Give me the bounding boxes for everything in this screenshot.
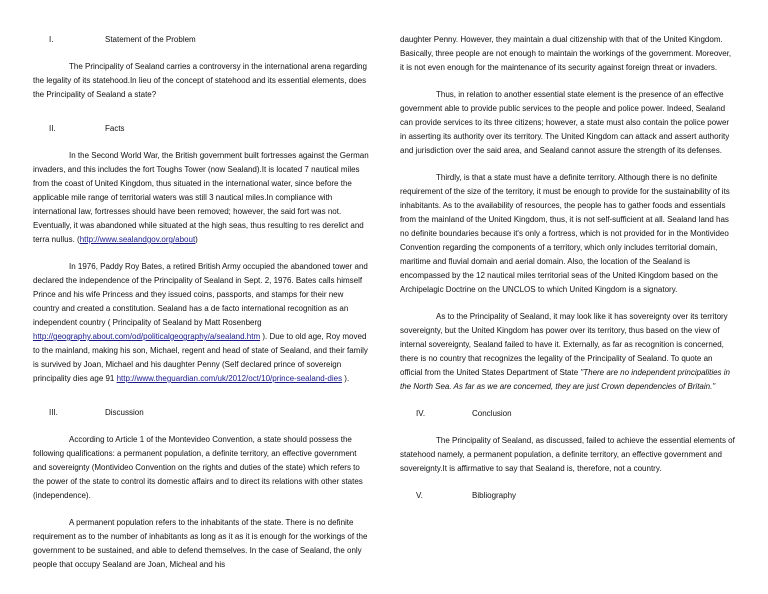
discussion-paragraph-2: A permanent population refers to the inhabitants of the state. There is no definite requirement as to the number of inhabitants as long as it as it is enough for the workings of the government to be sustained, and able to defend themselves. In the case of Sealand, the only people that occupy Sealand are Joan, Micheal and his: [33, 518, 368, 569]
section-number: III.: [49, 408, 58, 417]
conclusion-paragraph: The Principality of Sealand, as discussed, failed to achieve the essential elements of statehood namely, a permanent population, a definite territory, an effective government and sovereignty.It is affirmative to say that Sealand is, therefore, not a country.: [400, 436, 735, 473]
section-title: Statement of the Problem: [105, 35, 196, 44]
geography-about-link[interactable]: http://geography.about.com/od/politicalgeography/a/sealand.htm: [33, 332, 261, 341]
section-number: IV.: [416, 409, 426, 418]
territory-paragraph: Thirdly, is that a state must have a definite territory. Although there is no definite requirement of the size of the territory, it must be enough to provide for the sustainability of its inhabitants. As to the availability of resources, the people has to gather foods and essentials from the mainland of the United Kingdom, thus, it is not self-sufficient at all. Sealand land has no definite boundaries because it's only a fortress, which is not provided for in the Montivideo Convention regarding the components of a territory, which only includes territorial domain, maritime and fluvial domain and aerial domain. Also, the location of the Sealand is encompassed by the 12 nautical miles territorial seas of the United Kingdom based on the Archipelagic Doctrine on the UNCLOS to which United Kingdom is a signatory.: [400, 173, 730, 294]
section-heading-facts: [33, 122, 369, 136]
section-heading-bibliography: [400, 489, 736, 503]
section-number: II.: [49, 124, 56, 133]
statement-paragraph: The Principality of Sealand carries a controversy in the international arena regarding the legality of its statehood.In lieu of the concept of statehood and its essential elements, does the Principality of Sealand a state?: [33, 62, 367, 99]
section-heading-conclusion: [400, 407, 736, 421]
state-department-quote: "There are no independent principalities in the North Sea. As far as we are concerned, they are just Crown dependencies of Britain.": [400, 368, 730, 391]
paragraph-text: As to the Principality of Sealand, it may look like it has sovereignty over its territory sovereignty, but the United Kingdom has power over its territory, thus based on the view of internal sovereignty, Sealand failed to have it. Externally, as far as recognition is concerned, there is no country that recognizes the legality of the Principality of Sealand. To quote an official from the United States Department of State: [400, 312, 728, 377]
population-continued-paragraph: daughter Penny. However, they maintain a dual citizenship with that of the United Kingdom. Basically, three people are not enough to maintain the workings of the government. Moreover, it is not even enough for the maintenance of its security against foreign threat or invaders.: [400, 35, 732, 72]
section-heading-discussion: [33, 406, 369, 420]
sovereignty-paragraph: [400, 310, 736, 394]
section-number: I.: [49, 35, 54, 44]
facts-paragraph-1: [33, 149, 369, 247]
facts-paragraph-2: [33, 260, 369, 386]
guardian-link[interactable]: http://www.theguardian.com/uk/2012/oct/10/prince-sealand-dies: [116, 374, 343, 383]
section-title: Conclusion: [472, 409, 512, 418]
paragraph-text: ): [195, 235, 198, 244]
section-title: Discussion: [105, 408, 144, 417]
sealand-gov-link[interactable]: http://www.sealandgov.org/about: [79, 235, 196, 244]
government-paragraph: Thus, in relation to another essential state element is the presence of an effective government able to provide public services to the people and police power. Indeed, Sealand can provide services to its three citizens; however, a state must also contain the police power in asserting its authority over its territory. The United Kingdom can attack and assert authority and jurisdiction over the said area, and Sealand cannot assure the strength of its defenses.: [400, 90, 730, 155]
section-title: Facts: [105, 124, 125, 133]
discussion-paragraph-1: According to Article 1 of the Montevideo Convention, a state should possess the following qualifications: a permanent population, a definite territory, an effective government and sovereignty (Montivideo Convention on the rights and duties of the state) which refers to the power of the state to control its domestic affairs and to direct its relations with other states (independence).: [33, 435, 363, 500]
paragraph-text: In 1976, Paddy Roy Bates, a retired British Army occupied the abandoned tower and declared the independence of the Principality of Sealand in Sept. 2, 1976. Bates calls himself Prince and his wife Princess and they issued coins, passports, and stamps for their new country and created a constitution. Sealand has a de facto international recognition as an independent country ( Principality of Sealand by Matt Rosenberg: [33, 262, 368, 327]
paragraph-text: In the Second World War, the British government built fortresses against the German invaders, and this includes the fort Toughs Tower (now Sealand).It is located 7 nautical miles from the coast of United Kingdom, thus situated in the international water, since before the applicable mile range of territorial waters was still 3 nautical miles.In compliance with international law, fortresses should have been removed; however, the said fort was not. Eventually, it was abandoned while situated at the high seas, thus resulting to res derelict and terra nullus. (: [33, 151, 369, 244]
paragraph-text: ). Due to old age, Roy moved to the mainland, making his son, Michael, regent and head of state of Sealand, and their family is survived by Joan, Michael and his daughter Penny (Self declared prince of sovereign principality dies age 91: [33, 332, 368, 383]
left-column: [33, 33, 369, 585]
section-heading-statement: [33, 33, 369, 47]
section-title: Bibliography: [472, 491, 517, 500]
right-column: [400, 33, 736, 516]
paragraph-text: ).: [342, 374, 350, 383]
section-number: V.: [416, 491, 423, 500]
